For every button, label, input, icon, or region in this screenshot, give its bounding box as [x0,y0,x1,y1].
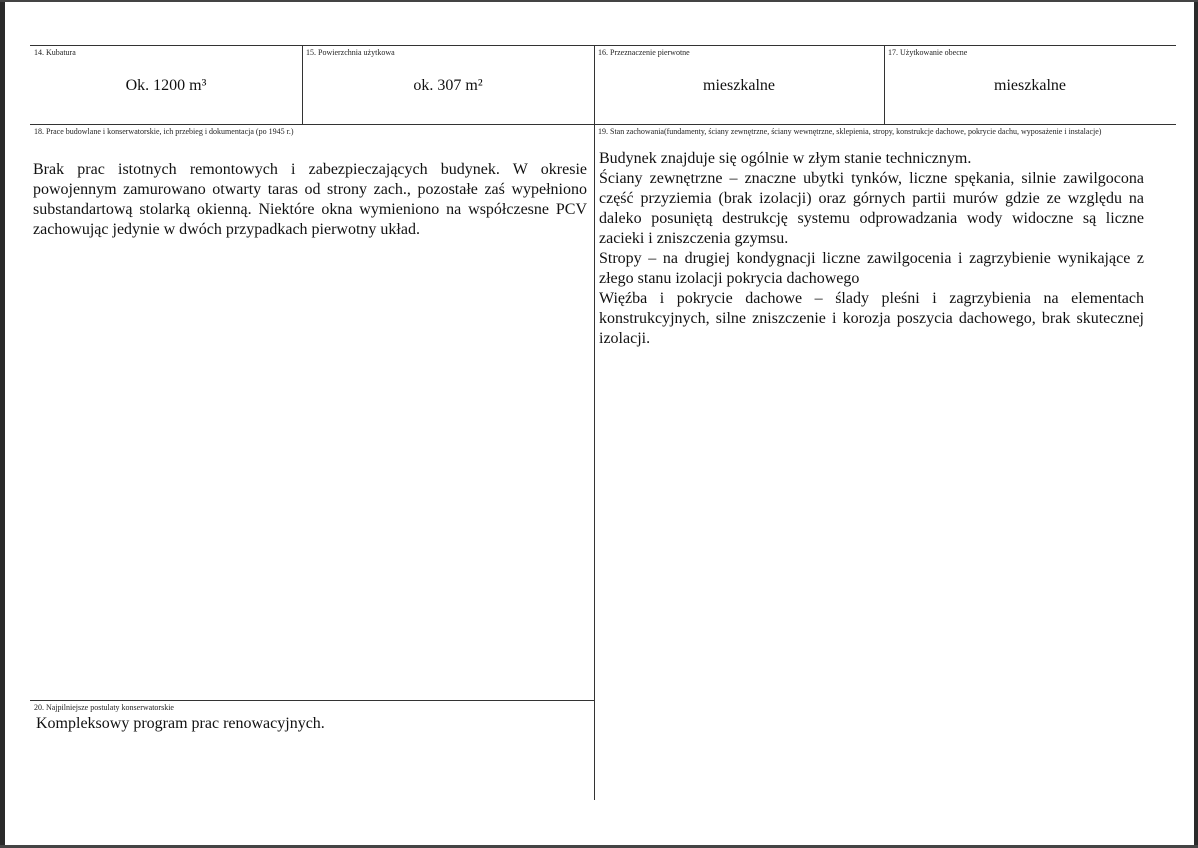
field-14-label: 14. Kubatura [34,48,76,57]
field-14-value: Ok. 1200 m³ [125,77,207,94]
field-15-label: 15. Powierzchnia użytkowa [306,48,395,57]
field-19-paragraph: Stropy – na drugiej kondygnacji liczne zawilgocenia i zagrzybienie wynikające z złego stanu izolacji pokrycia dachowego [599,250,1144,287]
scan-edge-top [0,0,1198,2]
scan-edge-right [1194,0,1198,848]
rule-row-divider [30,124,1176,125]
field-16-value: mieszkalne [703,77,775,94]
field-18-label: 18. Prace budowlane i konserwatorskie, ich przebieg i dokumentacja (po 1945 r.) [34,127,294,136]
scan-edge-left [0,0,5,848]
field-19-label: 19. Stan zachowania(fundamenty, ściany zewnętrzne, ściany wewnętrzne, sklepienia, stropy, konstrukcje dachowe, pokrycie dachu, wyposażenie i instalacje) [598,127,1102,136]
field-17-label: 17. Użytkowanie obecne [888,48,968,57]
field-20-label: 20. Najpilniejsze postulaty konserwatorskie [34,703,174,712]
field-18-text: Brak prac istotnych remontowych i zabezpieczających budynek. W okresie powojennym zamurowano otwarty taras od strony zach., pozostałe zaś wypełniono substandartową stolarką okienną. Niektóre okna wymieniono na współczesne PCV zachowując jedynie w dwóch przypadkach pierwotny układ. [33,161,587,238]
field-15-value: ok. 307 m² [413,77,483,94]
rule-col-center [594,45,595,800]
field-19-text [599,149,1144,349]
rule-top [30,45,1176,46]
field-16-label: 16. Przeznaczenie pierwotne [598,48,690,57]
field-17-value: mieszkalne [994,77,1066,94]
field-20-text: Kompleksowy program prac renowacyjnych. [36,715,325,732]
field-19-paragraph: Budynek znajduje się ogólnie w złym stanie technicznym. [599,150,972,167]
rule-section-20 [30,700,594,701]
field-19-paragraph: Więźba i pokrycie dachowe – ślady pleśni i zagrzybienia na elementach konstrukcyjnych, silne zniszczenie i korozja poszycia dachowego, brak skutecznej izolacji. [599,290,1144,347]
field-19-paragraph: Ściany zewnętrzne – znaczne ubytki tynków, liczne spękania, silnie zawilgocona część przyziemia (brak izolacji) oraz górnych partii murów gdzie ze względu na daleko posuniętą destrukcję systemu odprowadzania wody widoczne są liczne zacieki i zniszczenia gzymsu. [599,170,1144,247]
